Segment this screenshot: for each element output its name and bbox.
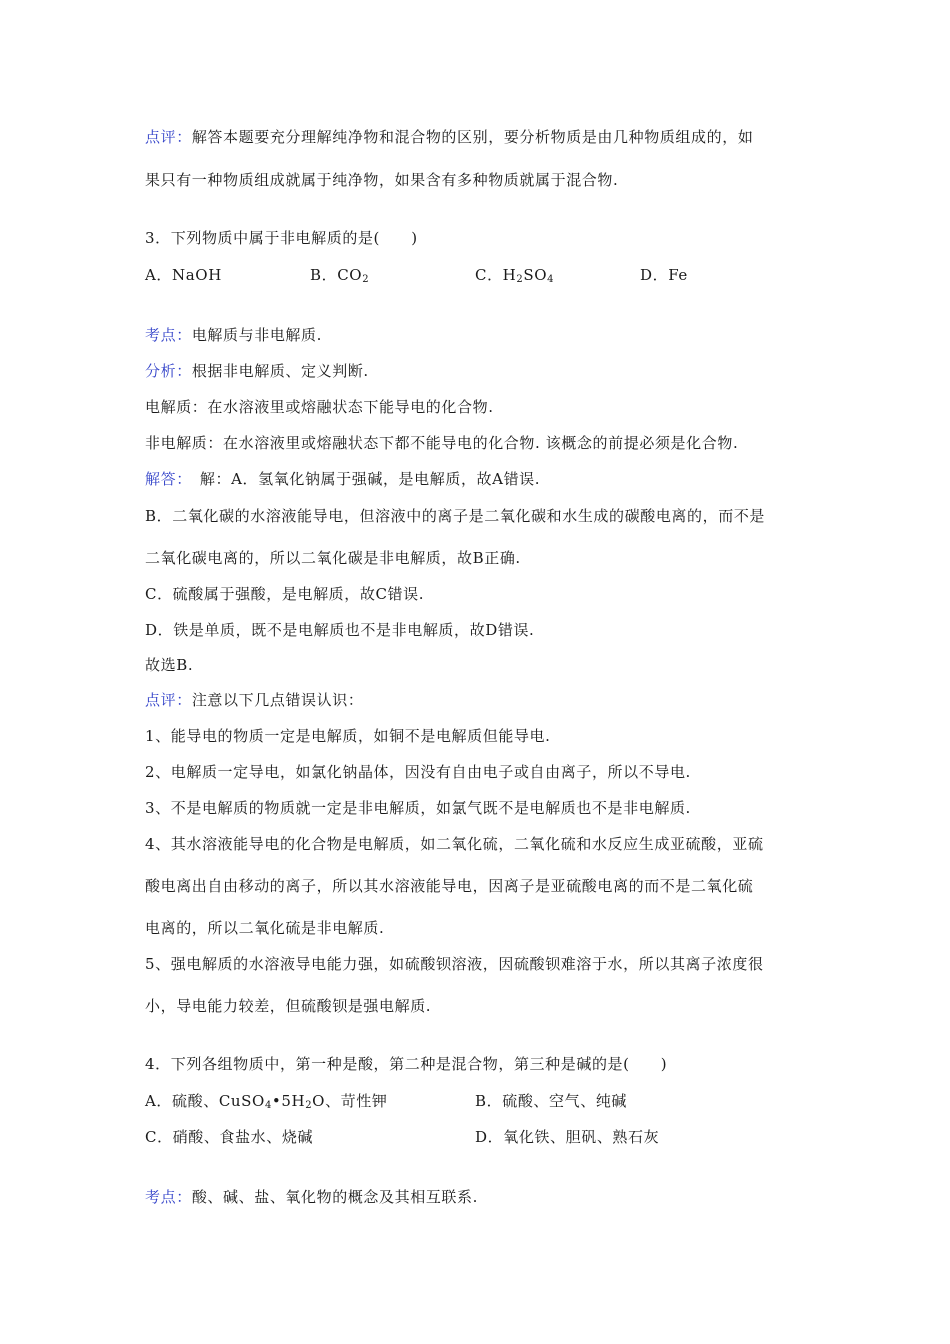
fenxi-text: 根据非电解质、定义判断. bbox=[191, 362, 369, 380]
q3-answer-b-2: 二氧化碳电离的，所以二氧化碳是非电解质，故B正确. bbox=[145, 549, 521, 567]
q3-option-c-sub1: 2 bbox=[516, 274, 524, 285]
q3-option-c-text: C．H bbox=[475, 266, 517, 284]
q3-option-d: D．Fe bbox=[640, 266, 688, 284]
q3-option-c bbox=[475, 265, 554, 285]
point-2: 2、电解质一定导电，如氯化钠晶体，因没有自由电子或自由离子，所以不导电. bbox=[145, 763, 691, 781]
jieda-text: 解：A．氢氧化钠属于强碱，是电解质，故A错误. bbox=[184, 470, 541, 488]
point-4-line-1: 4、其水溶液能导电的化合物是电解质，如二氧化硫，二氧化硫和水反应生成亚硫酸，亚硫 bbox=[145, 835, 764, 853]
q4-option-a-sub2: 2 bbox=[305, 1100, 313, 1111]
q3-fenxi bbox=[145, 361, 369, 381]
jieda-tag: 解答： bbox=[145, 470, 185, 488]
point-3: 3、不是电解质的物质就一定是非电解质，如氯气既不是电解质也不是非电解质. bbox=[145, 799, 691, 817]
q3-option-b-sub: 2 bbox=[362, 274, 370, 285]
kaodian-text: 电解质与非电解质. bbox=[191, 326, 322, 344]
point-5-line-2: 小，导电能力较差，但硫酸钡是强电解质. bbox=[145, 997, 432, 1015]
q4-option-a-mid: •5H bbox=[271, 1092, 306, 1110]
fenxi-tag: 分析： bbox=[145, 362, 192, 380]
review-text-2: 注意以下几点错误认识： bbox=[191, 691, 364, 709]
q4-kaodian-text: 酸、碱、盐、氧化物的概念及其相互联系. bbox=[191, 1188, 478, 1206]
q3-answer-c: C．硫酸属于强酸，是电解质，故C错误. bbox=[145, 585, 425, 603]
point-1: 1、能导电的物质一定是电解质，如铜不是电解质但能导电. bbox=[145, 727, 551, 745]
q3-stem: 3．下列物质中属于非电解质的是( ) bbox=[145, 229, 418, 247]
q4-option-c: C．硝酸、食盐水、烧碱 bbox=[145, 1128, 314, 1146]
q3-option-b-text: B．CO bbox=[310, 266, 363, 284]
kaodian-tag: 考点： bbox=[145, 326, 192, 344]
review-line-1 bbox=[145, 127, 753, 147]
q4-kaodian bbox=[145, 1187, 478, 1207]
q3-kaodian bbox=[145, 325, 322, 345]
q3-option-c-mid: SO bbox=[523, 266, 548, 284]
point-4-line-2: 酸电离出自由移动的离子，所以其水溶液能导电，因离子是亚硫酸电离的而不是二氧化硫 bbox=[145, 877, 754, 895]
q3-review bbox=[145, 690, 363, 710]
q4-option-d: D．氧化铁、胆矾、熟石灰 bbox=[475, 1128, 660, 1146]
review-text-1: 解答本题要充分理解纯净物和混合物的区别，要分析物质是由几种物质组成的，如 bbox=[191, 128, 754, 146]
review-tag-2: 点评： bbox=[145, 691, 192, 709]
point-4-line-3: 电离的，所以二氧化硫是非电解质. bbox=[145, 919, 385, 937]
q4-option-a-sub1: 4 bbox=[264, 1100, 272, 1111]
q4-stem: 4．下列各组物质中，第一种是酸，第二种是混合物，第三种是碱的是( ) bbox=[145, 1055, 668, 1073]
q4-kaodian-tag: 考点： bbox=[145, 1188, 192, 1206]
q3-option-b bbox=[310, 265, 369, 285]
q4-option-b: B．硫酸、空气、纯碱 bbox=[475, 1092, 628, 1110]
def-nonelectrolyte: 非电解质：在水溶液里或熔融状态下都不能导电的化合物. 该概念的前提必须是化合物. bbox=[145, 434, 739, 452]
def-electrolyte: 电解质：在水溶液里或熔融状态下能导电的化合物. bbox=[145, 398, 494, 416]
review-tag: 点评： bbox=[145, 128, 192, 146]
point-5-line-1: 5、强电解质的水溶液导电能力强，如硫酸钡溶液，因硫酸钡难溶于水，所以其离子浓度很 bbox=[145, 955, 764, 973]
q4-option-a-text: A．硫酸、CuSO bbox=[145, 1092, 265, 1110]
q4-option-a-post: O、苛性钾 bbox=[312, 1092, 388, 1110]
q3-answer-b-1: B．二氧化碳的水溶液能导电，但溶液中的离子是二氧化碳和水生成的碳酸电离的，而不是 bbox=[145, 507, 766, 525]
q3-jieda bbox=[145, 469, 540, 489]
q3-option-a: A．NaOH bbox=[145, 266, 222, 284]
q4-option-a bbox=[145, 1091, 387, 1111]
q3-answer-d: D．铁是单质，既不是电解质也不是非电解质，故D错误. bbox=[145, 621, 535, 639]
q3-option-c-sub2: 4 bbox=[547, 274, 555, 285]
q3-final-answer: 故选B. bbox=[145, 656, 194, 674]
review-line-2: 果只有一种物质组成就属于纯净物，如果含有多种物质就属于混合物. bbox=[145, 171, 619, 189]
